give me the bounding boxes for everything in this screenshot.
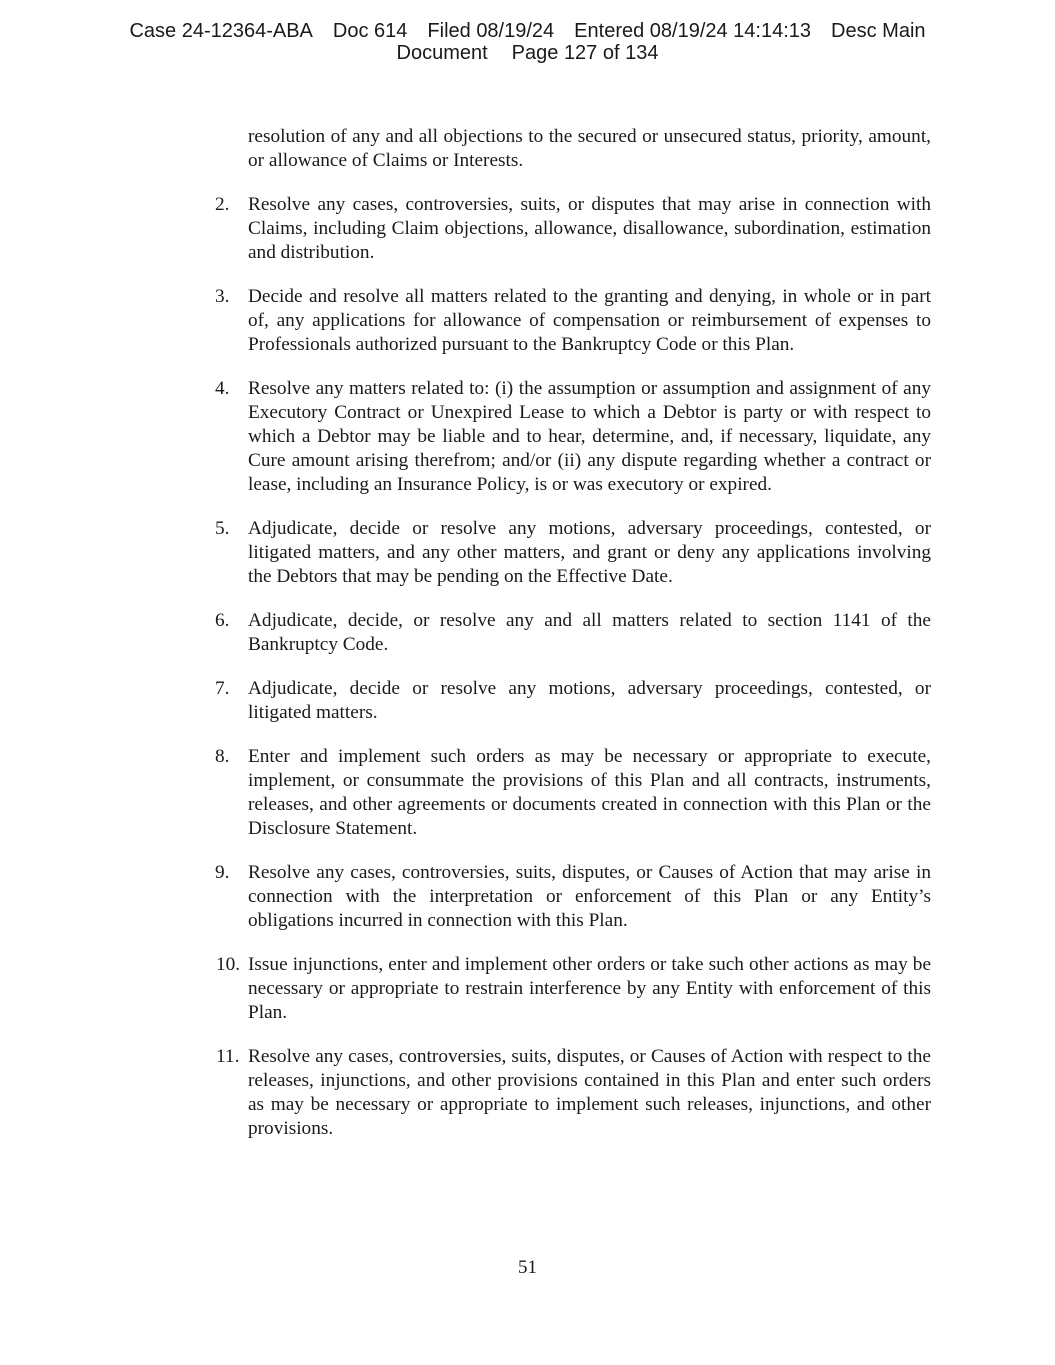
- case-number: Case 24-12364-ABA: [129, 20, 313, 42]
- list-item: [216, 1045, 931, 1141]
- list-item: [215, 745, 931, 841]
- item-number: 11.: [216, 1046, 240, 1067]
- item-number: 6.: [215, 610, 230, 631]
- item-number: 8.: [215, 746, 230, 767]
- item-number: 9.: [215, 862, 230, 883]
- item-number: 7.: [215, 678, 230, 699]
- numbered-list: [215, 193, 931, 1141]
- list-item: [215, 377, 931, 497]
- list-item: [215, 861, 931, 933]
- page-info: Page 127 of 134: [511, 42, 659, 64]
- filed-date: Filed 08/19/24: [427, 20, 555, 42]
- stamp-line-2: [0, 42, 1055, 64]
- desc-label: Desc Main: [831, 20, 926, 42]
- item-text: Resolve any matters related to: (i) the assumption or assumption and assignment of any Executory Contract or Unexpired Lease to which a Debtor is party or with respect to which a Debtor may be liable and to hear, determine, and, if necessary, liquidate, any Cure amount arising therefrom; and/or (ii) any dispute regarding whether a contract or lease, including an Insurance Policy, is or was executory or expired.: [248, 378, 931, 495]
- doc-number: Doc 614: [332, 20, 408, 42]
- stamp-line-1: [0, 20, 1055, 42]
- item-number: 5.: [215, 518, 230, 539]
- item-text: Resolve any cases, controversies, suits, disputes, or Causes of Action with respect to the releases, injunctions, and other provisions contained in this Plan and enter such orders as may be necessary or appropriate to implement such releases, injunctions, and other provisions.: [248, 1046, 931, 1139]
- list-item: [215, 285, 931, 357]
- item-number: 4.: [215, 378, 230, 399]
- list-item: [215, 517, 931, 589]
- item-text: Adjudicate, decide or resolve any motions, adversary proceedings, contested, or litigated matters.: [248, 678, 931, 723]
- intro-paragraph: resolution of any and all objections to the secured or unsecured status, priority, amount, or allowance of Claims or Interests.: [248, 126, 931, 171]
- document-body: [215, 125, 931, 1161]
- item-number: 2.: [215, 194, 230, 215]
- item-text: Adjudicate, decide, or resolve any and all matters related to section 1141 of the Bankruptcy Code.: [248, 610, 931, 655]
- list-item: [215, 193, 931, 265]
- court-filing-stamp: [0, 20, 1055, 64]
- document-label: Document: [396, 42, 488, 64]
- list-item: [215, 677, 931, 725]
- item-text: Issue injunctions, enter and implement other orders or take such other actions as may be necessary or appropriate to restrain interference by any Entity with enforcement of this Plan.: [248, 954, 931, 1023]
- item-text: Resolve any cases, controversies, suits, disputes, or Causes of Action that may arise in connection with the interpretation or enforcement of this Plan or any Entity’s obligations incurred in connection with this Plan.: [248, 862, 931, 931]
- item-text: Resolve any cases, controversies, suits, or disputes that may arise in connection with Claims, including Claim objections, allowance, disallowance, subordination, estimation and distribution.: [248, 194, 931, 263]
- list-item: [216, 953, 931, 1025]
- item-text: Adjudicate, decide or resolve any motions, adversary proceedings, contested, or litigated matters, and any other matters, and grant or deny any applications involving the Debtors that may be pending on the Effective Date.: [248, 518, 931, 587]
- item-number: 3.: [215, 286, 230, 307]
- list-item: [215, 609, 931, 657]
- item-number: 10.: [216, 954, 241, 975]
- item-text: Enter and implement such orders as may be necessary or appropriate to execute, implement, or consummate the provisions of this Plan and all contracts, instruments, releases, and other agreements or documents created in connection with this Plan or the Disclosure Statement.: [248, 746, 931, 839]
- page-number: 51: [518, 1257, 537, 1278]
- item-text: Decide and resolve all matters related to the granting and denying, in whole or in part of, any applications for allowance of compensation or reimbursement of expenses to Professionals authorized pursuant to the Bankruptcy Code or this Plan.: [248, 286, 931, 355]
- entered-date: Entered 08/19/24 14:14:13: [574, 20, 812, 42]
